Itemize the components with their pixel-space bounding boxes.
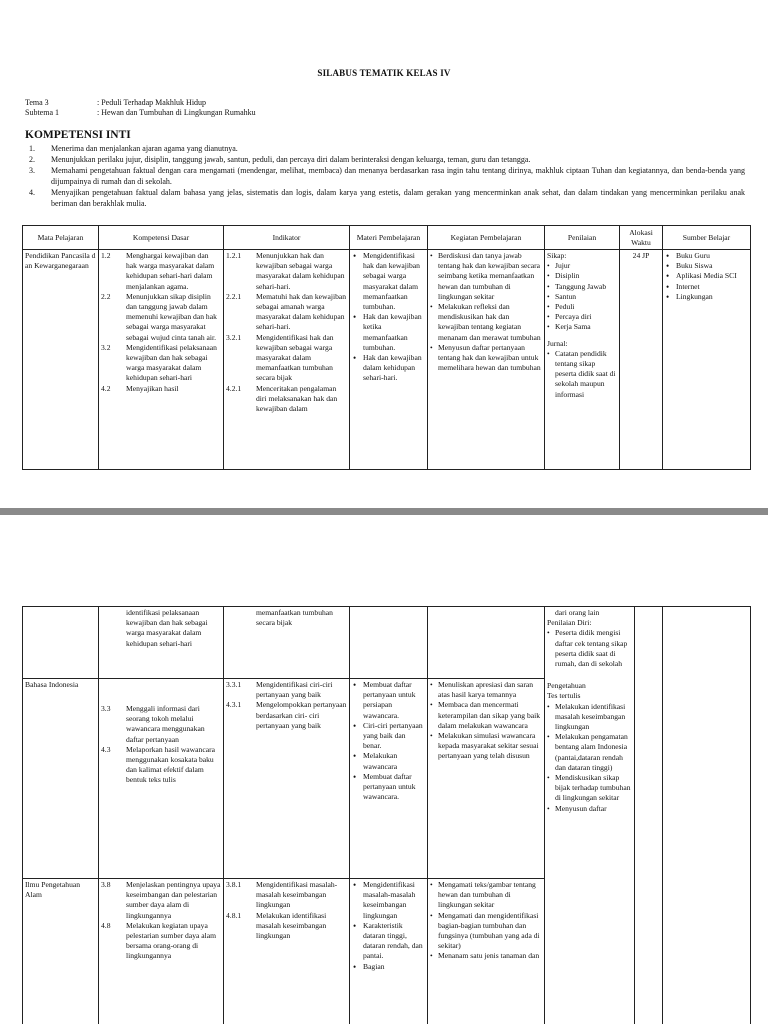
tema-value: : Peduli Terhadap Makhluk Hidup (97, 98, 207, 107)
materi-item: • Bagian (352, 962, 425, 972)
kd-item: 4.2 Menyajikan hasil (101, 383, 179, 393)
sikap-label: Sikap: (547, 251, 567, 260)
pen-item: • Mendiskusikan sikap bijak terhadap tumbuhan di lingkungan sekitar (547, 773, 632, 804)
kegiatan-item: • Berdiskusi dan tanya jawab tentang hak dan kewajiban secara seimbang ketika memanfaatkan hewan dan tumbuhan di lingkungan sekitar (430, 251, 542, 302)
kd-item: 3.8 Menjelaskan pentingnya upaya keseimbangan dan pelestarian sumber daya alam di lingkungannya (101, 880, 221, 920)
materi-item: • Melakukan wawancara (352, 751, 425, 771)
tema-line (25, 98, 206, 107)
ind-item: 3.2.1 Mengidentifikasi hak dan kewajiban sebagai warga masyarakat dalam memanfaatkan tumbuhan secara bijak (226, 332, 334, 383)
th-materi: Materi Pembelajaran (350, 226, 428, 250)
cell-materi (350, 879, 428, 1024)
materi-item: • Ciri-ciri pertanyaan yang baik dan benar. (352, 721, 425, 752)
syllabus-table-p1 (22, 225, 751, 470)
th-mapel: Mata Pelajaran (23, 226, 99, 250)
page-1 (0, 0, 768, 508)
tes-label: Tes tertulis (547, 691, 581, 701)
diri-label: Penilaian Diri: (547, 618, 592, 628)
kegiatan-item: • Menyusun daftar pertanyaan tentang hak dan kewajiban untuk memelihara hewan dan tumbuhan (430, 343, 542, 374)
cell-indikator (224, 250, 350, 470)
sumber-item: • Buku Siswa (665, 261, 748, 271)
header-row (23, 226, 751, 250)
cell-materi (350, 679, 428, 879)
cell-penilaian (545, 607, 635, 1024)
cell-indikator (224, 607, 350, 679)
sikap-item: • Peduli (547, 302, 617, 312)
ki-item: 2. Menunjukkan perilaku jujur, disiplin, tanggung jawab, santun, peduli, dan percaya diri dalam berinteraksi dengan keluarga, teman, guru dan tetangga. (29, 155, 531, 164)
cell-kegiatan (428, 250, 545, 470)
subtema-label: Subtema 1 (25, 108, 59, 117)
pen-item: • Menyusun daftar (547, 804, 632, 814)
sikap-item: • Tanggung Jawab (547, 282, 617, 292)
cell-mapel (23, 607, 99, 679)
cell-kd (99, 879, 224, 1024)
document-title: SILABUS TEMATIK KELAS IV (317, 68, 451, 78)
ki-item: 4. Menyajikan pengetahuan faktual dalam bahasa yang jelas, sistematis dan logis, dalam karya yang estetis, dalam gerakan yang mencerminkan anak sehat, dan dalam tindakan yang mencerminkan perilaku anak beriman dan berakhlak mulia. (29, 188, 745, 208)
sikap-item: • Percaya diri (547, 312, 617, 322)
cell-mapel: Bahasa Indonesia (23, 679, 99, 879)
sikap-item: • Kerja Sama (547, 322, 617, 332)
table-row (23, 250, 751, 470)
tema-label: Tema 3 (25, 98, 49, 107)
th-kd: Kompetensi Dasar (99, 226, 224, 250)
materi-item: • Membuat daftar pertanyaan untuk persiapan wawancara. (352, 680, 425, 721)
cell-mapel: Pendidikan Pancasila dan Kewarganegaraan (23, 250, 99, 470)
ind-item: 1.2.1 Menunjukkan hak dan kewajiban sebagai warga masyarakat dalam kehidupan sehari-hari. (226, 251, 345, 291)
pen-item: • Melakukan pengamatan bentang alam Indonesia (pantai,dataran rendah dan dataran tinggi) (547, 732, 632, 773)
materi-item: • Mengidentifikasi masalah-masalah keseimbangan lingkungan (352, 880, 425, 921)
kd-item: 1.2 Menghargai kewajiban dan hak warga masyarakat dalam kehidupan sehari-hari dalam menjalankan agama. (101, 251, 215, 291)
kegiatan-item: • Menanam satu jenis tanaman dan (430, 951, 542, 961)
diri-item: • Peserta didik mengisi daftar cek tentang sikap peserta didik saat di rumah, dan di sekolah (547, 628, 632, 669)
penilaian-continued: dari orang lain (555, 608, 600, 617)
cell-alokasi (635, 607, 663, 1024)
cell-indikator (224, 879, 350, 1024)
kegiatan-item: • Melakukan simulasi wawancara kepada masyarakat sekitar sesuai pertanyaan yang telah disusun (430, 731, 542, 762)
cell-indikator (224, 679, 350, 879)
materi-item: • Hak dan kewajiban dalam kehidupan sehari-hari. (352, 353, 425, 384)
cell-penilaian (545, 250, 620, 470)
ind-item: 4.8.1 Melakukan identifikasi masalah keseimbangan lingkungan (226, 910, 327, 941)
table-row (23, 607, 751, 679)
kd-continued: identifikasi pelaksanaan kewajiban dan hak sebagai warga masyarakat dalam kehidupan sehari-hari (126, 608, 208, 648)
subtema-value: : Hewan dan Tumbuhan di Lingkungan Rumahku (97, 108, 256, 117)
pen-item: • Melakukan identifikasi masalah keseimbangan lingkungan (547, 702, 632, 733)
th-kegiatan: Kegiatan Pembelajaran (428, 226, 545, 250)
th-sumber: Sumber Belajar (663, 226, 751, 250)
materi-item: • Membuat daftar pertanyaan untuk wawancara. (352, 772, 425, 803)
jurnal-item: • Catatan pendidik tentang sikap peserta didik saat di sekolah maupun informasi (547, 349, 617, 400)
syllabus-table-p2 (22, 606, 751, 1024)
cell-kegiatan (428, 879, 545, 1024)
th-alokasi: Alokasi Waktu (620, 226, 663, 250)
sikap-item: • Disiplin (547, 271, 617, 281)
th-indikator: Indikator (224, 226, 350, 250)
ki-item: 3. Memahami pengetahuan faktual dengan cara mengamati (mendengar, melihat, membaca) dan menanya berdasarkan rasa ingin tahu tentang dirinya, makhluk ciptaan Tuhan dan kegiatannya, dan benda-benda yang dijumpainya di rumah dan di sekolah. (29, 166, 745, 186)
sumber-item: • Buku Guru (665, 251, 748, 261)
kd-item: 4.3 Melaporkan hasil wawancara menggunakan kosakata baku dan kalimat efektif dalam bentuk teks tulis (101, 744, 215, 785)
subtema-line (25, 108, 256, 117)
kd-item: 3.3 Menggali informasi dari seorang tokoh melalui wawancara menggunakan daftar pertanyaan (101, 704, 205, 744)
ind-item: 2.2.1 Mematuhi hak dan kewajiban sebagai amanah warga masyarakat dalam kehidupan sehari-hari. (226, 291, 347, 332)
sumber-item: • Lingkungan (665, 292, 748, 302)
cell-kd (99, 679, 224, 879)
kegiatan-item: • Mengamati dan mengidentifikasi bagian-bagian tumbuhan dan fungsinya (tumbuhan yang ada di sekitar) (430, 911, 542, 952)
ind-item: 4.3.1 Mengelompokkan pertanyaan berdasarkan ciri- ciri pertanyaan yang baik (226, 700, 347, 730)
cell-kd (99, 607, 224, 679)
ind-continued: memanfaatkan tumbuhan secara bijak (256, 608, 333, 628)
th-penilaian: Penilaian (545, 226, 620, 250)
cell-kegiatan (428, 607, 545, 679)
jurnal-label: Jurnal: (547, 338, 568, 348)
sumber-item: • Internet (665, 282, 748, 292)
ind-item: 3.8.1 Mengidentifikasi masalah-masalah keseimbangan lingkungan (226, 880, 338, 910)
kegiatan-item: • Mengamati teks/gambar tentang hewan dan tumbuhan di lingkungan sekitar (430, 880, 542, 911)
sumber-item: • Aplikasi Media SCI (665, 271, 748, 281)
sikap-item: • Santun (547, 292, 617, 302)
sikap-item: • Jujur (547, 261, 617, 271)
cell-kegiatan (428, 679, 545, 879)
pengetahuan-label: Pengetahuan (547, 681, 586, 691)
kegiatan-item: • Menuliskan apresiasi dan saran atas hasil karya temannya (430, 680, 542, 700)
kd-item: 4.8 Melakukan kegiatan upaya pelestarian sumber daya alam bersama orang-orang di lingkungannya (101, 920, 217, 961)
materi-item: • Mengidentifikasi hak dan kewajiban sebagai warga masyarakat dalam memanfaatkan tumbuhan. (352, 251, 425, 312)
page-2 (0, 515, 768, 1024)
kd-item: 2.2 Menunjukkan sikap disiplin dan tanggung jawab dalam memenuhi kewajiban dan hak sebagai warga masyarakat sebagai wujud cinta tanah air. (101, 291, 217, 342)
cell-materi (350, 250, 428, 470)
cell-alokasi: 24 JP (620, 250, 663, 470)
kegiatan-item: • Melakukan refleksi dan mendiskusikan hak dan kewajiban tentang kegiatan menanam dan merawat tumbuhan (430, 302, 542, 343)
kegiatan-item: • Membaca dan mencermati keterampilan dan sikap yang baik dalam melakukan wawancara (430, 700, 542, 731)
kd-item: 3.2 Mengidentifikasi pelaksanaan kewajiban dan hak sebagai warga masyarakat dalam kehidupan sehari-hari (101, 342, 217, 383)
cell-mapel: Ilmu Pengetahuan Alam (23, 879, 99, 1024)
cell-sumber (663, 607, 751, 1024)
ind-item: 4.2.1 Menceritakan pengalaman diri melaksanakan hak dan kewajiban dalam (226, 383, 338, 414)
ki-list (25, 143, 745, 209)
ind-item: 3.3.1 Mengidentifikasi ciri-ciri pertanyaan yang baik (226, 680, 333, 700)
cell-kd (99, 250, 224, 470)
ki-heading: KOMPETENSI INTI (25, 129, 131, 141)
cell-materi (350, 607, 428, 679)
cell-sumber (663, 250, 751, 470)
ki-item: 1. Menerima dan menjalankan ajaran agama yang dianutnya. (29, 144, 238, 153)
materi-item: • Hak dan kewajiban ketika memanfaatkan tumbuhan. (352, 312, 425, 353)
materi-item: • Karakteristik dataran tinggi, dataran rendah, dan pantai. (352, 921, 425, 962)
